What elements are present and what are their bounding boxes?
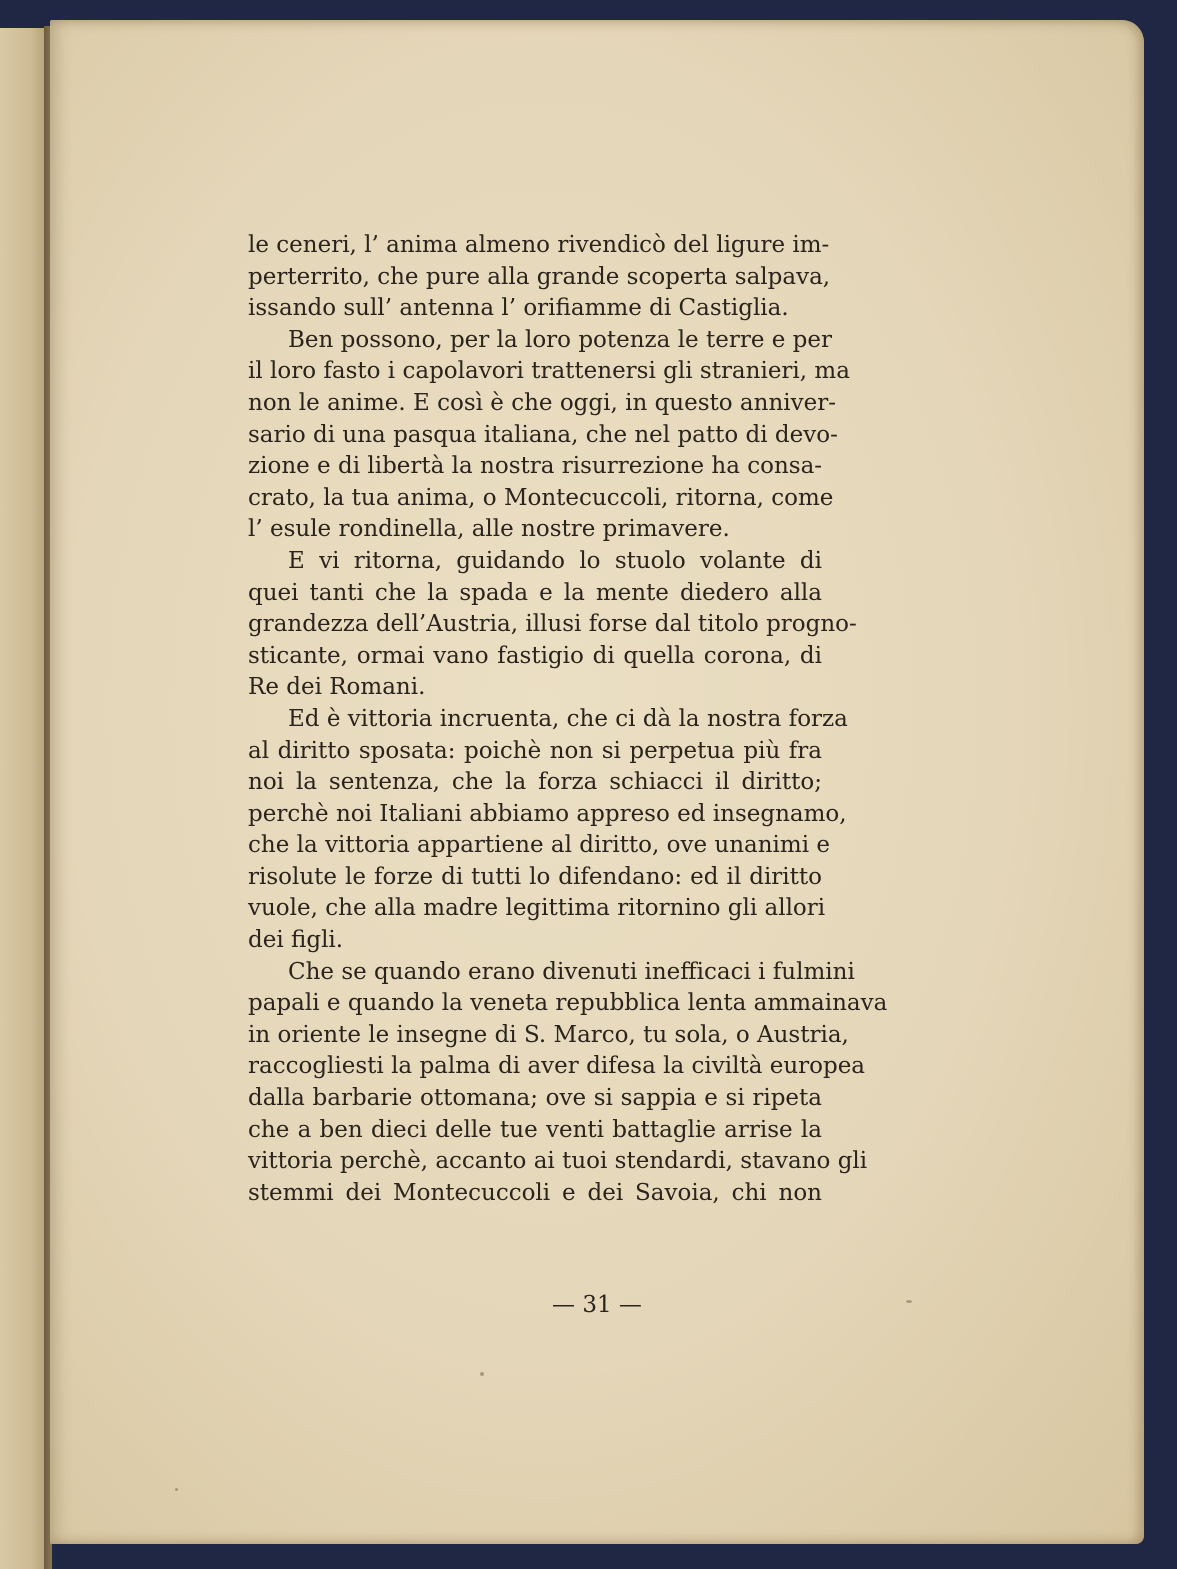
body-text xyxy=(248,230,888,1209)
text-line: il loro fasto i capolavori trattenersi gli stranieri, ma xyxy=(248,358,850,385)
text-line: che la vittoria appartiene al diritto, ove unanimi e xyxy=(248,832,830,859)
text-line: sario di una pasqua italiana, che nel patto di devo- xyxy=(248,421,838,448)
text-line: dei figli. xyxy=(248,927,344,954)
book-page xyxy=(50,20,1144,1544)
text-line: Ben possono, per la loro potenza le terre e per xyxy=(288,326,832,353)
text-line: E vi ritorna, guidando lo stuolo volante di xyxy=(288,547,822,574)
text-line: noi la sentenza, che la forza schiacci il diritto; xyxy=(248,769,822,796)
text-line: issando sull’ antenna l’ orifiamme di Castiglia. xyxy=(248,295,789,322)
text-line: quei tanti che la spada e la mente diedero alla xyxy=(248,579,822,606)
text-line: le ceneri, l’ anima almeno rivendicò del ligure im- xyxy=(248,232,830,258)
text-line: sticante, ormai vano fastigio di quella corona, di xyxy=(248,642,822,669)
text-line: vuole, che alla madre legittima ritornino gli allori xyxy=(248,895,826,922)
page-number: — 31 — xyxy=(552,1292,642,1318)
paper-speck xyxy=(480,1372,484,1376)
text-line: stemmi dei Montecuccoli e dei Savoia, chi non xyxy=(248,1179,822,1206)
text-line: Che se quando erano divenuti inefficaci i fulmini xyxy=(288,958,855,985)
text-line: perterrito, che pure alla grande scoperta salpava, xyxy=(248,263,831,290)
text-line: risolute le forze di tutti lo difendano: ed il diritto xyxy=(248,863,822,890)
text-line: dalla barbarie ottomana; ove si sappia e si ripeta xyxy=(248,1085,822,1112)
text-line: Re dei Romani. xyxy=(248,674,426,701)
text-line: zione e di libertà la nostra risurrezione ha consa- xyxy=(248,453,823,480)
text-line: grandezza dell’Austria, illusi forse dal titolo progno- xyxy=(248,611,857,638)
text-line: al diritto sposata: poichè non si perpetua più fra xyxy=(248,737,822,764)
text-line: che a ben dieci delle tue venti battaglie arrise la xyxy=(248,1116,822,1143)
text-line: vittoria perchè, accanto ai tuoi stendardi, stavano gli xyxy=(248,1148,868,1175)
text-line: perchè noi Italiani abbiamo appreso ed insegnamo, xyxy=(248,800,847,827)
text-line: non le anime. E così è che oggi, in questo anniver- xyxy=(248,389,836,416)
paper-speck xyxy=(906,1300,912,1303)
text-line: in oriente le insegne di S. Marco, tu sola, o Austria, xyxy=(248,1021,849,1048)
paper-speck xyxy=(175,1488,178,1491)
text-line: crato, la tua anima, o Montecuccoli, ritorna, come xyxy=(248,484,834,511)
text-line: raccogliesti la palma di aver difesa la civiltà europea xyxy=(248,1053,866,1080)
text-line: l’ esule rondinella, alle nostre primavere. xyxy=(248,516,730,543)
text-line: Ed è vittoria incruenta, che ci dà la nostra forza xyxy=(288,705,848,732)
text-line: papali e quando la veneta repubblica lenta ammainava xyxy=(248,990,888,1017)
facing-page-edge xyxy=(0,28,44,1569)
